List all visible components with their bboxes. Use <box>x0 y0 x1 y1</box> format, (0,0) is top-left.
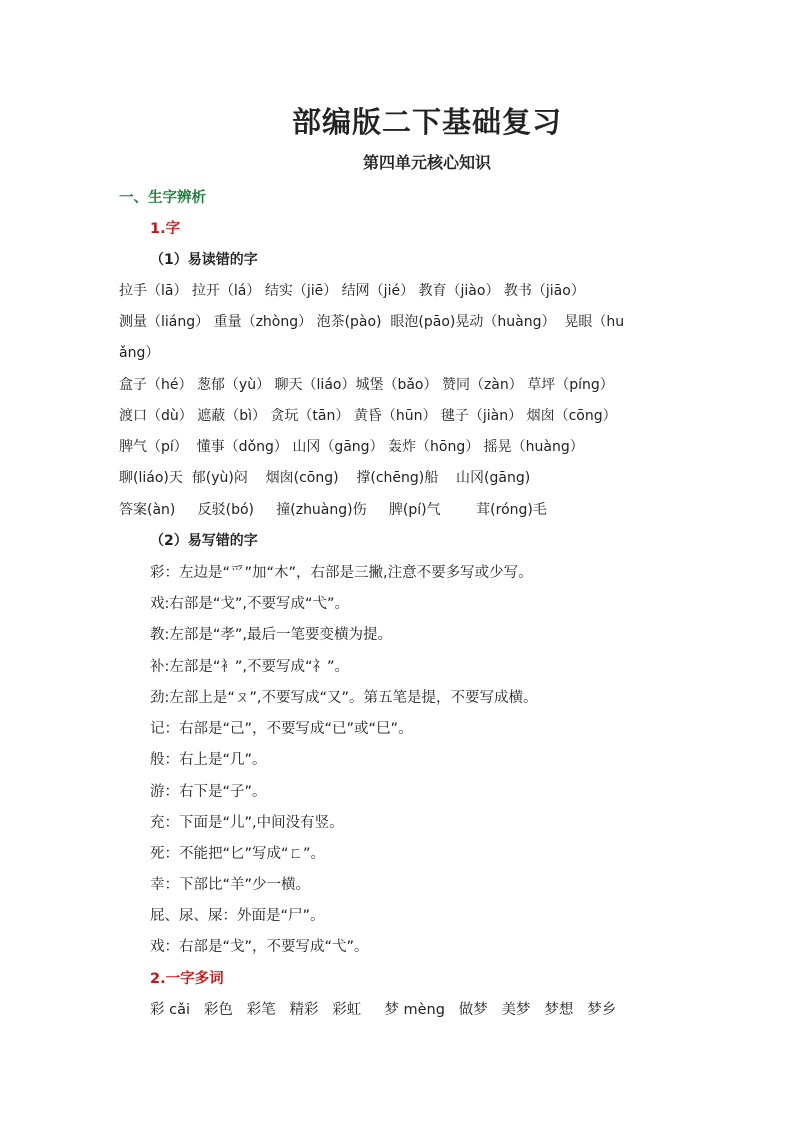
pinyin-line: 脾气（pí） 懂事（dǒng） 山冈（gāng） 轰炸（hōng） 摇晃（huàng） <box>119 439 584 455</box>
writing-note: 戏：右部是“戈”，不要写成“弋”。 <box>150 939 369 955</box>
pinyin-line: 测量（liáng） 重量（zhòng） 泡茶(pào) 眼泡(pāo)晃动（huàng） 晃眼（hu <box>119 314 625 330</box>
subheading-easy-miswritten: （2）易写错的字 <box>150 533 258 549</box>
writing-note: 般：右上是“几”。 <box>150 752 267 768</box>
pinyin-line: 拉手（lā） 拉开（lá） 结实（jiē） 结网（jié） 教育（jiào） 教书（jiāo） <box>119 283 585 299</box>
subsection-heading-multi-word: 2.一字多词 <box>150 971 224 987</box>
writing-note: 补:左部是“衤”,不要写成“礻”。 <box>150 659 350 675</box>
pinyin-line: 渡口（dù） 遮蔽（bì） 贪玩（tān） 黄昏（hūn） 毽子（jiàn） 烟囱（cōng） <box>119 408 617 424</box>
writing-note: 劲:左部上是“ㄡ”,不要写成“又”。第五笔是提，不要写成横。 <box>150 690 538 706</box>
pinyin-line: 聊(liáo)天 郁(yù)闷 烟囱(cōng) 撑(chēng)船 山冈(gāng) <box>119 470 531 486</box>
writing-note: 教:左部是“孝”,最后一笔要变横为提。 <box>150 627 393 643</box>
pinyin-line: ǎng） <box>119 345 160 361</box>
writing-note: 充：下面是“儿”,中间没有竖。 <box>150 815 344 831</box>
pinyin-line: 答案(àn) 反驳(bó) 撞(zhuàng)伤 脾(pí)气 茸(róng)毛 <box>119 502 547 518</box>
subsection-heading-characters: 1.字 <box>150 221 181 237</box>
multi-word-line: 彩 cǎi 彩色 彩笔 精彩 彩虹 梦 mèng 做梦 美梦 梦想 梦乡 <box>150 1002 617 1018</box>
writing-note: 戏:右部是“戈”,不要写成“弋”。 <box>150 596 350 612</box>
writing-note: 死：不能把“匕”写成“ㄈ”。 <box>150 846 326 862</box>
writing-note: 屁、尿、屎：外面是“尸”。 <box>150 908 325 924</box>
writing-note: 彩：左边是“爫”加“木”，右部是三撇,注意不要多写或少写。 <box>150 565 533 581</box>
subheading-easy-misread: （1）易读错的字 <box>150 252 258 268</box>
page-subtitle: 第四单元核心知识 <box>362 153 491 172</box>
writing-note: 游：右下是“子”。 <box>150 784 267 800</box>
page-title: 部编版二下基础复习 <box>291 105 562 139</box>
section-heading-character-analysis: 一、生字辨析 <box>119 190 206 206</box>
writing-note: 幸：下部比“羊”少一横。 <box>150 877 311 893</box>
pinyin-line: 盒子（hé） 葱郁（yù） 聊天（liáo）城堡（bǎo） 赞同（zàn） 草坪（píng） <box>119 377 614 393</box>
writing-note: 记：右部是“己”，不要写成“已”或“巳”。 <box>150 721 413 737</box>
